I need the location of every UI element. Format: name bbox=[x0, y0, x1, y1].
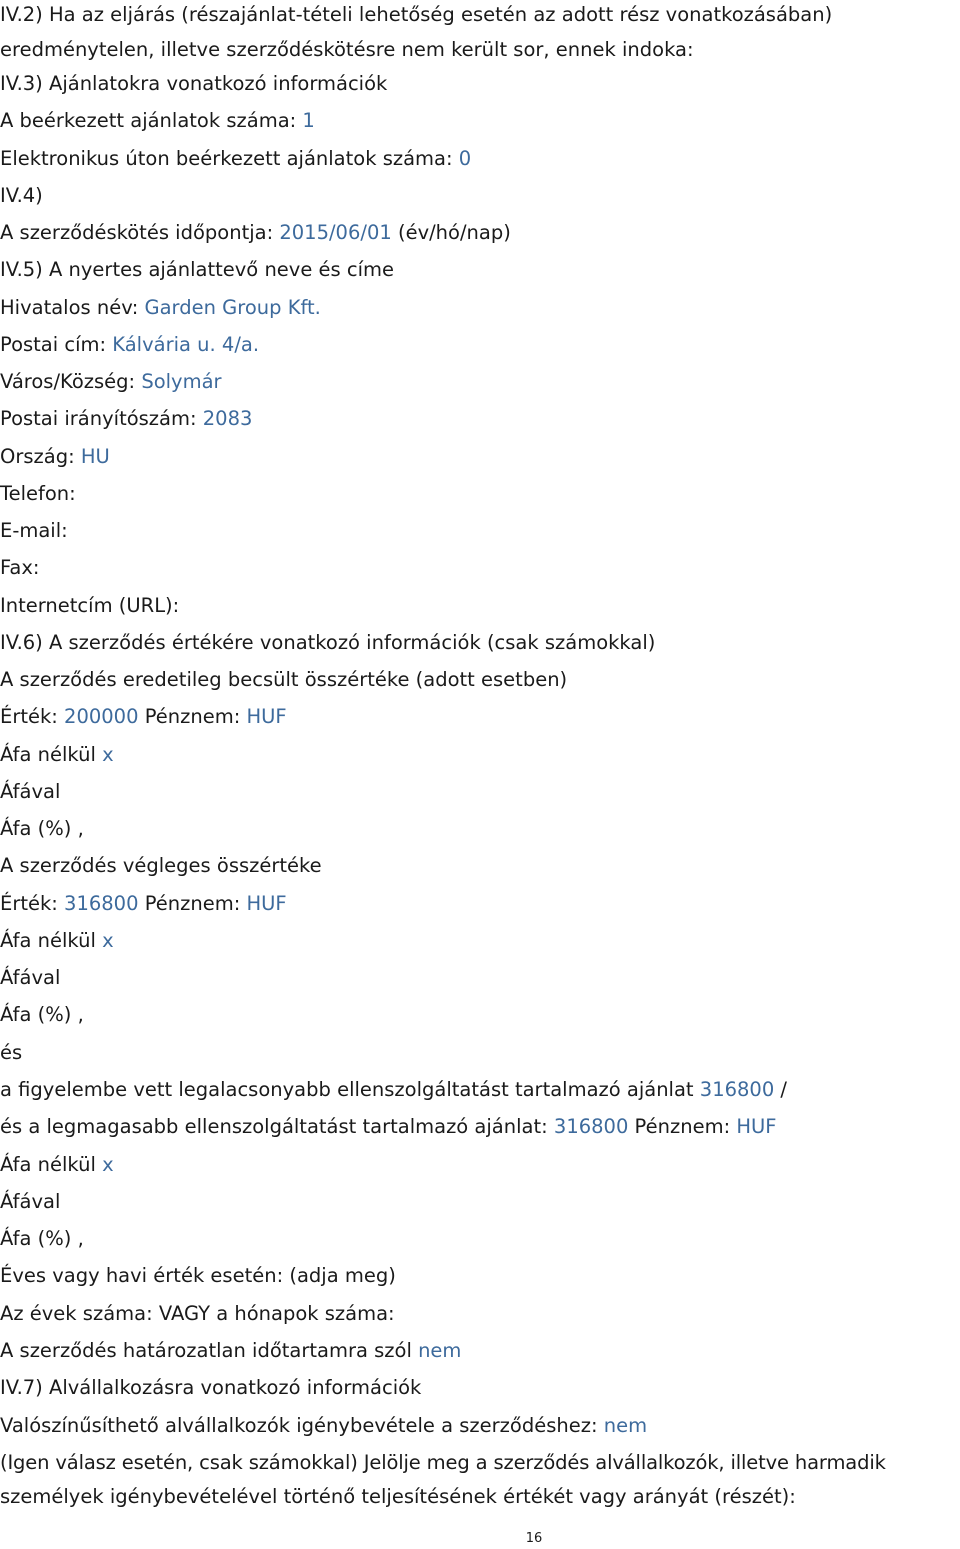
estimated-vat-rate: Áfa (%) , bbox=[0, 817, 84, 840]
final-total-heading: A szerződés végleges összértéke bbox=[0, 854, 322, 877]
and-label: és bbox=[0, 1041, 23, 1064]
years-or-months: Az évek száma: VAGY a hónapok száma: bbox=[0, 1302, 395, 1325]
section-iv2-reason: eredménytelen, illetve szerződéskötésre nem került sor, ennek indoka: bbox=[0, 38, 694, 61]
estimated-value: Érték: 200000 Pénznem: HUF bbox=[0, 705, 287, 728]
final-value: Érték: 316800 Pénznem: HUF bbox=[0, 892, 287, 915]
section-iv2-title: IV.2) Ha az eljárás (részajánlat-tételi lehetőség esetén az adott rész vonatkozásában) bbox=[0, 3, 833, 26]
postal-code: Postai irányítószám: 2083 bbox=[0, 407, 253, 430]
final-vat-rate: Áfa (%) , bbox=[0, 1003, 84, 1026]
official-name: Hivatalos név: Garden Group Kft. bbox=[0, 296, 321, 319]
city: Város/Község: Solymár bbox=[0, 370, 222, 393]
estimated-total-heading: A szerződés eredetileg becsült összértéke (adott esetben) bbox=[0, 668, 568, 691]
highest-offer: és a legmagasabb ellenszolgáltatást tartalmazó ajánlat: 316800 Pénznem: HUF bbox=[0, 1115, 777, 1138]
section-iv7-title: IV.7) Alvállalkozásra vonatkozó információk bbox=[0, 1376, 422, 1399]
annual-monthly-value: Éves vagy havi érték esetén: (adja meg) bbox=[0, 1264, 396, 1287]
offer-vat-excluded: Áfa nélkül x bbox=[0, 1153, 114, 1176]
url: Internetcím (URL): bbox=[0, 594, 180, 617]
estimated-vat-excluded: Áfa nélkül x bbox=[0, 743, 114, 766]
lowest-offer: a figyelembe vett legalacsonyabb ellenszolgáltatást tartalmazó ajánlat 316800 / bbox=[0, 1078, 788, 1101]
country: Ország: HU bbox=[0, 445, 110, 468]
indefinite-duration: A szerződés határozatlan időtartamra szól nem bbox=[0, 1339, 462, 1362]
electronic-offers-received: Elektronikus úton beérkezett ajánlatok száma: 0 bbox=[0, 147, 472, 170]
final-vat-excluded: Áfa nélkül x bbox=[0, 929, 114, 952]
final-vat-included: Áfával bbox=[0, 966, 61, 989]
estimated-vat-included: Áfával bbox=[0, 780, 61, 803]
section-iv5-title: IV.5) A nyertes ajánlattevő neve és címe bbox=[0, 258, 395, 281]
fax: Fax: bbox=[0, 556, 40, 579]
subcontractors-instruction-1: (Igen válasz esetén, csak számokkal) Jelölje meg a szerződés alvállalkozók, illetve harmadik bbox=[0, 1451, 886, 1474]
subcontractors-likely: Valószínűsíthető alvállalkozók igénybevétele a szerződéshez: nem bbox=[0, 1414, 648, 1437]
contract-date: A szerződéskötés időpontja: 2015/06/01 (év/hó/nap) bbox=[0, 221, 511, 244]
subcontractors-instruction-2: személyek igénybevételével történő teljesítésének értékét vagy arányát (részét): bbox=[0, 1485, 796, 1508]
section-iv6-title: IV.6) A szerződés értékére vonatkozó információk (csak számokkal) bbox=[0, 631, 656, 654]
phone: Telefon: bbox=[0, 482, 76, 505]
offer-vat-rate: Áfa (%) , bbox=[0, 1227, 84, 1250]
email: E-mail: bbox=[0, 519, 68, 542]
offer-vat-included: Áfával bbox=[0, 1190, 61, 1213]
offers-received: A beérkezett ajánlatok száma: 1 bbox=[0, 109, 315, 132]
section-iv4-title: IV.4) bbox=[0, 184, 43, 207]
postal-address: Postai cím: Kálvária u. 4/a. bbox=[0, 333, 260, 356]
section-iv3-title: IV.3) Ajánlatokra vonatkozó információk bbox=[0, 72, 388, 95]
page-number: 16 bbox=[525, 1531, 543, 1546]
